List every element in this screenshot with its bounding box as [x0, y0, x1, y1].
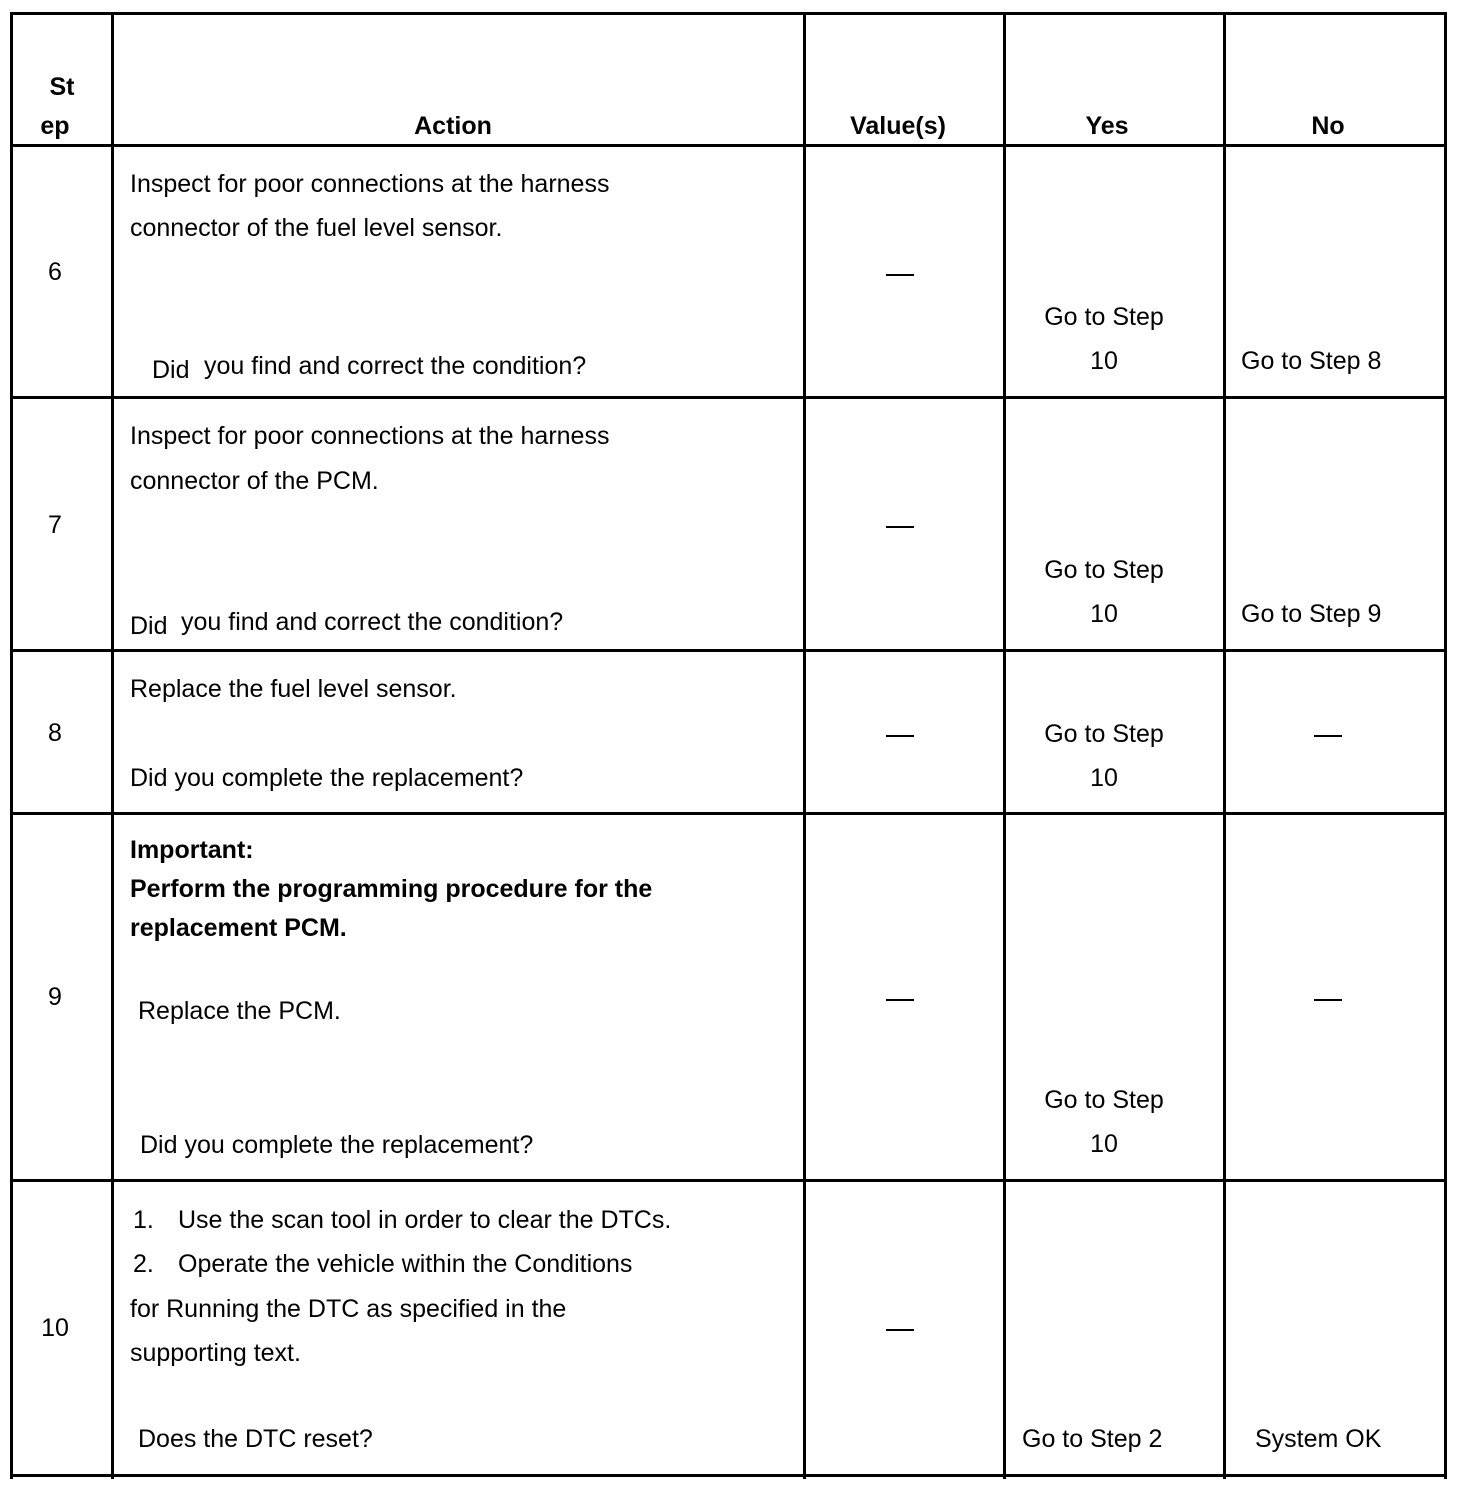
- question-text: you find and correct the condition?: [204, 352, 587, 380]
- list-item-text: Use the scan tool in order to clear the DTCs.: [178, 1206, 672, 1234]
- value-dash: [886, 999, 914, 1001]
- action-text: Inspect for poor connections at the harness: [130, 170, 610, 198]
- value-dash: [886, 1329, 914, 1331]
- yes-action-line1: Go to Step: [1044, 303, 1164, 331]
- yes-action: Go to Step 2: [1022, 1425, 1163, 1453]
- yes-action-line2: 10: [1090, 347, 1118, 375]
- question-text: Did you complete the replacement?: [140, 1131, 534, 1159]
- value-dash: [886, 735, 914, 737]
- yes-action-line2: 10: [1090, 600, 1118, 628]
- question-text: Did you complete the replacement?: [130, 764, 524, 792]
- action-text: Replace the PCM.: [138, 997, 341, 1025]
- table-top-border: [10, 12, 1447, 15]
- value-dash: [886, 274, 914, 276]
- list-item-text: Operate the vehicle within the Conditions: [178, 1250, 633, 1278]
- important-label: Important:: [130, 836, 254, 864]
- question-text: you find and correct the condition?: [181, 608, 564, 636]
- step-number: 10: [41, 1314, 69, 1342]
- step-number: 9: [48, 983, 62, 1011]
- step-number: 6: [48, 258, 62, 286]
- action-text: Replace the fuel level sensor.: [130, 675, 457, 703]
- header-step-line1: St: [49, 73, 75, 101]
- row-6-bottom-border: [10, 396, 1447, 399]
- no-action: System OK: [1255, 1425, 1382, 1453]
- yes-col-border: [1223, 12, 1226, 1479]
- action-text: supporting text.: [130, 1339, 301, 1367]
- header-bottom-border: [10, 144, 1447, 147]
- yes-action-line1: Go to Step: [1044, 1086, 1164, 1114]
- header-yes: Yes: [1085, 112, 1129, 140]
- list-item-number: 2.: [133, 1250, 154, 1278]
- action-text: for Running the DTC as specified in the: [130, 1295, 567, 1323]
- action-col-border: [803, 12, 806, 1479]
- table-bottom-border: [10, 1474, 1447, 1477]
- no-dash: [1314, 999, 1342, 1001]
- header-values: Value(s): [850, 112, 946, 140]
- row-9-bottom-border: [10, 1179, 1447, 1182]
- question-prefix: Did: [152, 356, 190, 384]
- no-action: Go to Step 8: [1241, 347, 1382, 375]
- header-action: Action: [414, 112, 492, 140]
- question-prefix: Did: [130, 612, 168, 640]
- header-no: No: [1311, 112, 1345, 140]
- header-step-line2: ep: [40, 112, 70, 140]
- important-text: replacement PCM.: [130, 914, 347, 942]
- step-number: 8: [48, 719, 62, 747]
- yes-action-line1: Go to Step: [1044, 720, 1164, 748]
- action-text: connector of the PCM.: [130, 467, 379, 495]
- no-dash: [1314, 735, 1342, 737]
- step-col-border: [111, 12, 114, 1479]
- important-text: Perform the programming procedure for the: [130, 875, 653, 903]
- row-7-bottom-border: [10, 649, 1447, 652]
- value-dash: [886, 526, 914, 528]
- action-text: Inspect for poor connections at the harness: [130, 422, 610, 450]
- row-8-bottom-border: [10, 812, 1447, 815]
- yes-action-line2: 10: [1090, 1130, 1118, 1158]
- action-text: connector of the fuel level sensor.: [130, 214, 503, 242]
- list-item-number: 1.: [133, 1206, 154, 1234]
- no-action: Go to Step 9: [1241, 600, 1382, 628]
- yes-action-line1: Go to Step: [1044, 556, 1164, 584]
- question-text: Does the DTC reset?: [138, 1425, 373, 1453]
- yes-action-line2: 10: [1090, 764, 1118, 792]
- step-number: 7: [48, 511, 62, 539]
- table-right-border: [1444, 12, 1447, 1479]
